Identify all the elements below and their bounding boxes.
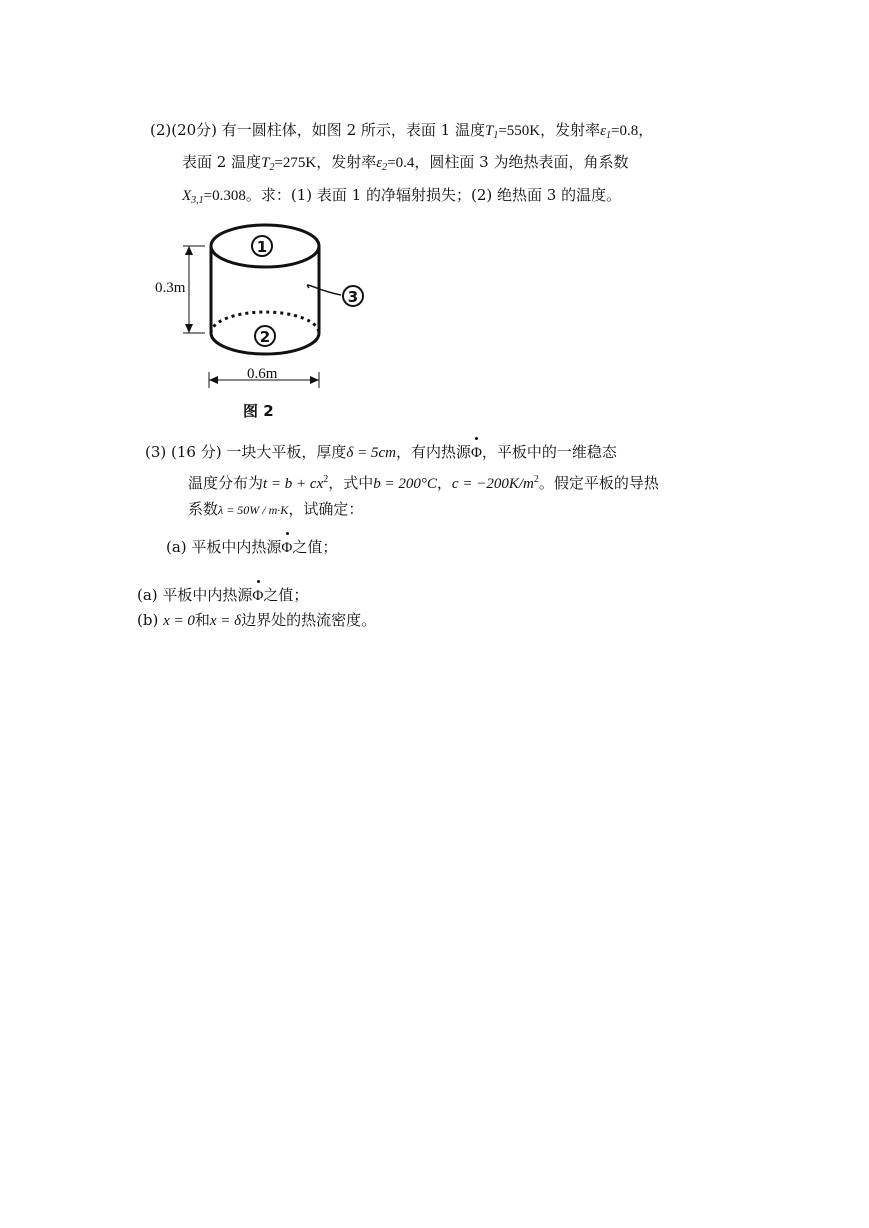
problem2-line1-end: ，: [638, 121, 654, 139]
phi-heat-source: Φ: [471, 441, 482, 463]
problem2-line2: [182, 152, 628, 178]
height-arrow-top: [185, 246, 193, 255]
x-delta: x = δ: [209, 613, 242, 629]
T1-value: =550K: [498, 123, 541, 139]
phi-heat-source-answer: Φ: [252, 584, 263, 606]
problem3-line1-mid: ，有内热源: [395, 443, 471, 461]
width-arrow-right: [310, 376, 319, 384]
temperature-equation: t = b + cx: [263, 476, 324, 492]
problem2-line1: [150, 120, 653, 146]
height-arrow-bottom: [185, 324, 193, 333]
problem3-line2-end: 。假定平板的导热: [538, 474, 659, 492]
answer-b: [137, 610, 376, 631]
cylinder-figure: [145, 208, 385, 432]
answer-a: [137, 584, 308, 606]
symbol-T2: $T_2$: [261, 155, 275, 173]
b-value: b = 200°C: [373, 476, 437, 492]
exponent-2: 2: [323, 474, 329, 485]
problem3-sub-a: [166, 536, 337, 558]
phi-heat-source-a: Φ: [281, 536, 292, 558]
surface3-label: 3: [347, 288, 359, 306]
problem3-line2: [188, 470, 659, 494]
width-label: 0.6m: [247, 366, 278, 382]
symbol-T1: $T_1$: [484, 123, 499, 141]
surface1-label: 1: [256, 238, 268, 256]
lambda-conductivity: λ = 50W / m·K: [218, 503, 289, 517]
eps2-value: =0.4: [387, 155, 415, 171]
width-arrow-left: [209, 376, 218, 384]
symbol-eps1: $\varepsilon_1$: [600, 123, 612, 141]
answer-b-end: 边界处的热流密度。: [241, 611, 377, 629]
surface3-leader: [307, 285, 341, 295]
X31-value: =0.308: [203, 188, 246, 204]
problem3-line3: [188, 499, 363, 520]
problem2-line3-end: 。求：(1) 表面 1 的净辐射损失；(2) 绝热面 3 的温度。: [245, 186, 622, 204]
problem2-line1-mid: ，发射率: [540, 121, 601, 139]
problem3-line1: [145, 441, 617, 463]
answer-a-label: (a) 平板中内热源: [137, 586, 253, 604]
answer-b-mid: 和: [194, 611, 210, 629]
height-label: 0.3m: [155, 280, 186, 296]
problem3-line3-end: ，试确定：: [288, 500, 364, 518]
symbol-X31: $X_{3,1}$: [182, 188, 204, 206]
problem3-line2-prefix: 温度分布为: [188, 474, 264, 492]
problem2-line2-mid: ，发射率: [316, 153, 377, 171]
problem3-line1-end: ，平板中的一维稳态: [481, 443, 617, 461]
c-value: c = −200K/m: [451, 476, 534, 492]
problem3-sub-a-label: (a) 平板中内热源: [166, 538, 282, 556]
problem3-line1-prefix: (3) (16 分) 一块大平板，厚度: [145, 443, 347, 461]
delta-thickness: δ = 5cm: [346, 445, 396, 461]
T2-value: =275K: [274, 155, 317, 171]
symbol-eps2: $\varepsilon_2$: [376, 155, 388, 173]
eps1-value: =0.8: [611, 123, 639, 139]
x-zero: x = 0: [163, 613, 195, 629]
problem2-line1-prefix: (2)(20分) 有一圆柱体，如图 2 所示，表面 1 温度: [150, 121, 485, 139]
problem2-line2-prefix: 表面 2 温度: [182, 153, 262, 171]
figure-caption: 图 2: [243, 402, 274, 420]
problem3-line2-sep: ，: [436, 474, 452, 492]
answer-a-end: 之值；: [263, 586, 309, 604]
answer-b-label: (b): [137, 611, 159, 629]
problem2-line2-end: ，圆柱面 3 为绝热表面，角系数: [414, 153, 629, 171]
surface2-label: 2: [259, 328, 271, 346]
problem3-line3-prefix: 系数: [188, 500, 219, 518]
cylinder-diagram: [145, 208, 385, 428]
problem3-sub-a-end: 之值；: [292, 538, 338, 556]
unit-exponent-2: 2: [533, 474, 539, 485]
problem3-line2-mid: ，式中: [328, 474, 374, 492]
